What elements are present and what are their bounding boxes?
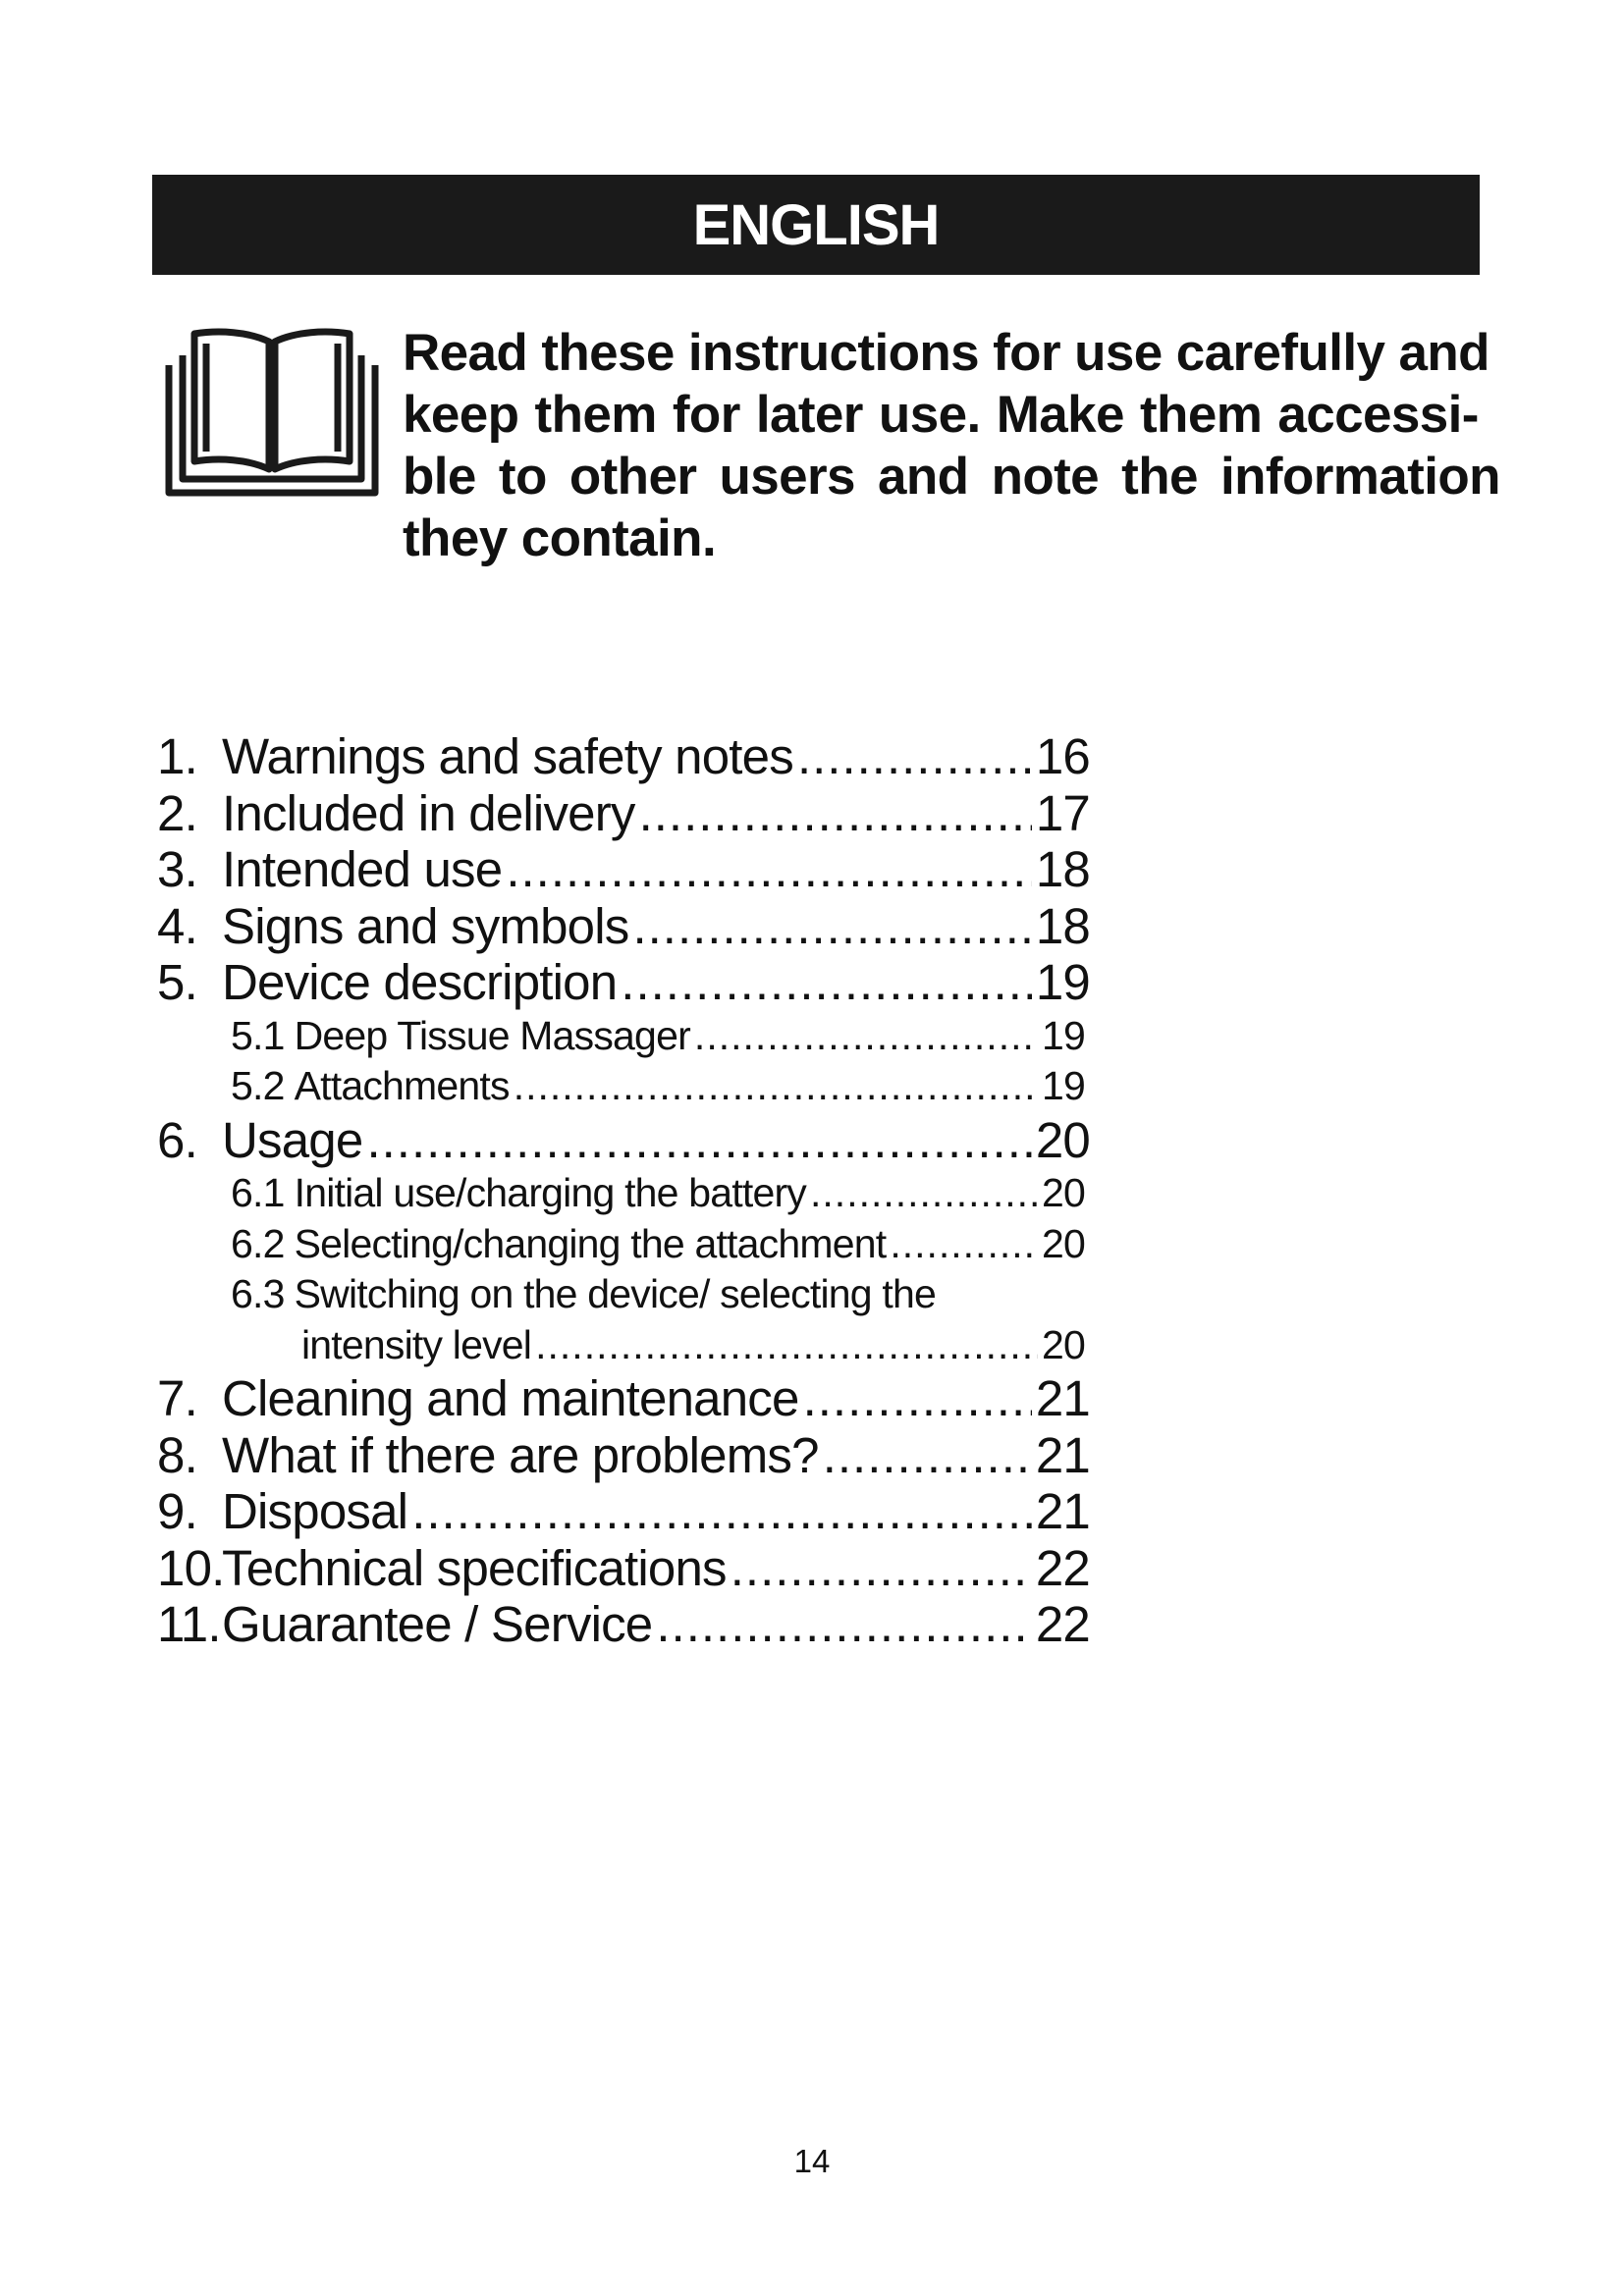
toc-entry-title: Device description: [222, 954, 618, 1010]
toc-entry-page: 17: [1035, 784, 1090, 841]
toc-entry-page: 19: [1041, 1012, 1085, 1058]
toc-subentry-continuation[interactable]: [157, 1320, 1085, 1371]
dot-leader: [506, 841, 1032, 898]
toc-entry-page: 20: [1041, 1220, 1085, 1266]
toc-subentry[interactable]: [157, 1269, 1085, 1320]
toc-subentry[interactable]: [157, 1011, 1085, 1062]
toc-entry-page: 18: [1035, 897, 1090, 954]
toc-entry-number: 9.: [157, 1483, 197, 1539]
dot-leader: [621, 954, 1032, 1011]
intro-notice: [403, 322, 1500, 569]
toc-entry[interactable]: [157, 1483, 1090, 1540]
dot-leader: [890, 1219, 1038, 1270]
toc-entry-page: 19: [1035, 954, 1090, 1010]
dot-leader: [731, 1540, 1032, 1597]
toc-entry-number: 2.: [157, 784, 197, 841]
toc-entry-title-continuation: intensity level: [301, 1321, 532, 1367]
toc-entry-title: Disposal: [222, 1483, 408, 1539]
dot-leader: [694, 1011, 1038, 1062]
toc-entry-title: What if there are problems?: [222, 1426, 819, 1483]
toc-entry-page: 21: [1035, 1426, 1090, 1483]
dot-leader: [411, 1483, 1032, 1540]
toc-entry-number: 7.: [157, 1370, 197, 1426]
toc-entry-number: 6.3: [231, 1271, 285, 1316]
dot-leader: [514, 1061, 1038, 1112]
page-number: 14: [793, 2143, 831, 2179]
toc-entry-number: 6.2: [231, 1220, 285, 1266]
toc-entry-title: Cleaning and maintenance: [222, 1370, 799, 1426]
table-of-contents: [157, 728, 1139, 1653]
dot-leader: [803, 1370, 1032, 1427]
toc-entry[interactable]: [157, 1370, 1090, 1427]
toc-entry-title: Selecting/changing the attachment: [294, 1220, 887, 1266]
intro-line: keep them for later use. Make them accessi-: [403, 386, 1479, 444]
toc-entry-number: 5.1: [231, 1012, 285, 1058]
toc-entry-title: Technical specifications: [222, 1539, 727, 1596]
toc-entry-page: 22: [1035, 1596, 1090, 1652]
open-book-icon: [165, 322, 379, 499]
toc-entry-title: Usage: [222, 1111, 363, 1168]
dot-leader: [810, 1168, 1038, 1219]
toc-entry-number: 10.: [157, 1539, 225, 1596]
toc-entry-page: 21: [1035, 1370, 1090, 1426]
toc-entry-number: 6.1: [231, 1170, 285, 1215]
toc-entry-page: 20: [1041, 1321, 1085, 1367]
toc-entry-page: 21: [1035, 1483, 1090, 1539]
toc-entry-number: 3.: [157, 841, 197, 897]
toc-entry-title: Guarantee / Service: [222, 1596, 653, 1652]
toc-entry-number: 11.: [157, 1596, 221, 1652]
dot-leader: [535, 1320, 1038, 1371]
toc-entry-number: 4.: [157, 897, 197, 954]
toc-entry-page: 22: [1035, 1539, 1090, 1596]
dot-leader: [632, 898, 1031, 955]
toc-entry-page: 19: [1041, 1063, 1085, 1108]
toc-subentry[interactable]: [157, 1219, 1085, 1270]
intro-line: ble to other users and note the information: [403, 448, 1500, 506]
toc-entry-number: 8.: [157, 1426, 197, 1483]
toc-entry-page: 18: [1035, 841, 1090, 897]
dot-leader: [823, 1427, 1032, 1484]
toc-entry[interactable]: [157, 728, 1090, 785]
toc-entry-title: Deep Tissue Massager: [294, 1012, 690, 1058]
toc-entry-title: Intended use: [222, 841, 503, 897]
toc-entry[interactable]: [157, 841, 1090, 898]
toc-entry[interactable]: [157, 785, 1090, 842]
toc-entry-page: 16: [1035, 728, 1090, 784]
intro-line: they contain.: [403, 509, 717, 567]
toc-entry-title: Initial use/charging the battery: [294, 1170, 807, 1215]
toc-entry-number: 1.: [157, 728, 197, 784]
toc-entry[interactable]: [157, 954, 1090, 1011]
intro-line: Read these instructions for use carefully and: [403, 324, 1489, 382]
toc-entry[interactable]: [157, 1427, 1090, 1484]
toc-entry[interactable]: [157, 1112, 1090, 1169]
toc-entry-title: Switching on the device/ selecting the: [294, 1271, 936, 1316]
toc-entry-number: 5.: [157, 954, 197, 1010]
toc-subentry[interactable]: [157, 1168, 1085, 1219]
toc-entry[interactable]: [157, 1596, 1090, 1653]
toc-subentry[interactable]: [157, 1061, 1085, 1112]
toc-entry[interactable]: [157, 1540, 1090, 1597]
toc-entry-title: Attachments: [294, 1063, 510, 1108]
dot-leader: [656, 1596, 1031, 1653]
dot-leader: [639, 785, 1032, 842]
toc-entry-page: 20: [1035, 1111, 1090, 1168]
toc-entry-title: Included in delivery: [222, 784, 635, 841]
toc-entry-title: Signs and symbols: [222, 897, 629, 954]
toc-entry-page: 20: [1041, 1170, 1085, 1215]
toc-entry[interactable]: [157, 898, 1090, 955]
toc-entry-title: Warnings and safety notes: [222, 728, 793, 784]
dot-leader: [366, 1112, 1031, 1169]
toc-entry-number: 5.2: [231, 1063, 285, 1108]
dot-leader: [797, 728, 1032, 785]
language-label: ENGLISH: [692, 192, 940, 257]
toc-entry-number: 6.: [157, 1111, 197, 1168]
language-banner: [152, 175, 1480, 275]
